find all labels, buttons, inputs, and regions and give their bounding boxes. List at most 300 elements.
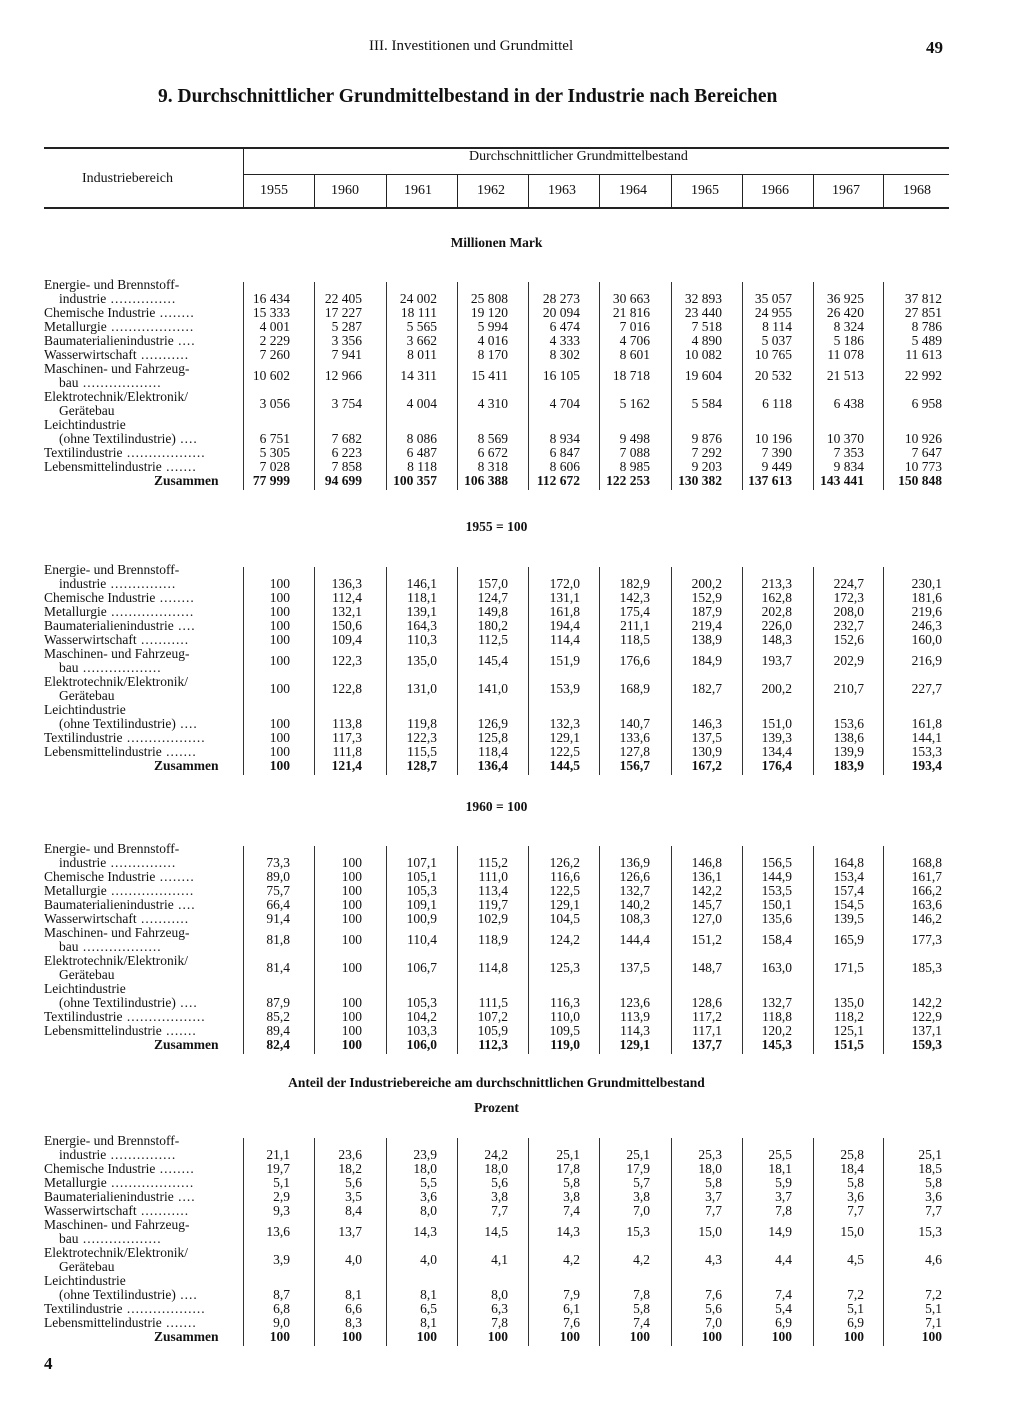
table-cell: 7 292 [691,445,722,460]
total-label [154,1330,219,1344]
table-cell: 146,8 [691,855,722,870]
row-label [59,717,198,731]
total-cell: 94 699 [324,473,362,488]
table-cell: 19 604 [684,368,722,383]
year-header-1965: 1965 [691,183,719,198]
table-cell: 104,5 [549,911,580,926]
year-divider [883,175,884,208]
row-label-text: Metallurgie [44,604,107,619]
table-cell: 9 876 [691,431,722,446]
table-cell: 5,6 [705,1301,722,1316]
table-cell: 8 318 [477,459,508,474]
row-label-text: Energie- und Brennstoff- [44,1133,180,1148]
table-cell: 102,9 [477,911,508,926]
leader-dots: ............... [106,855,177,870]
table-cell: 4 016 [477,333,508,348]
table-cell: 126,2 [549,855,580,870]
table-cell: 23,9 [413,1147,437,1162]
row-label [44,320,194,334]
row-label [59,376,162,390]
table-cell: 100 [341,932,362,947]
table-cell: 100,9 [406,911,437,926]
total-cell: 100 [771,1329,792,1344]
table-cell: 200,2 [761,681,792,696]
table-title: 9. Durchschnittlicher Grundmittelbestand in der Industrie nach Bereichen [158,86,778,107]
table-cell: 16 105 [542,368,580,383]
table-cell: 150,6 [331,618,362,633]
table-cell: 6,8 [273,1301,290,1316]
table-cell: 111,8 [332,744,362,759]
table-cell: 6 223 [331,445,362,460]
table-cell: 7,1 [925,1315,942,1330]
table-cell: 103,3 [406,1023,437,1038]
table-cell: 151,0 [761,716,792,731]
table-cell: 3 662 [406,333,437,348]
table-cell: 18,0 [698,1161,722,1176]
table-cell: 5 489 [911,333,942,348]
table-cell: 10 602 [252,368,290,383]
table-cell: 149,8 [477,604,508,619]
row-label-text: Elektrotechnik/Elektronik/ [44,953,188,968]
table-cell: 14,3 [556,1224,580,1239]
table-cell: 16 434 [252,291,290,306]
table-cell: 117,3 [332,730,362,745]
row-label-text: Textilindustrie [44,1009,123,1024]
table-cell: 5,8 [847,1175,864,1190]
table-cell: 3,8 [633,1189,650,1204]
table-cell: 131,1 [549,590,580,605]
row-label-text: Leichtindustrie [44,1273,126,1288]
total-cell: 183,9 [833,758,864,773]
table-cell: 25,1 [556,1147,580,1162]
row-label-text: Metallurgie [44,883,107,898]
table-cell: 230,1 [911,576,942,591]
table-cell: 128,6 [691,995,722,1010]
table-cell: 8 086 [406,431,437,446]
year-divider [386,175,387,208]
leader-dots: ............... [106,1147,177,1162]
table-cell: 112,5 [478,632,508,647]
table-cell: 7,2 [847,1287,864,1302]
table-cell: 161,7 [911,869,942,884]
total-cell: 82,4 [266,1037,290,1052]
table-cell: 10 773 [904,459,942,474]
row-label-text: Baumaterialienindustrie [44,897,174,912]
table-cell: 126,6 [619,869,650,884]
table-cell: 232,7 [833,618,864,633]
row-label [44,619,196,633]
table-cell: 6 474 [549,319,580,334]
table-cell: 110,3 [407,632,437,647]
table-cell: 146,3 [691,716,722,731]
table-cell: 100 [269,716,290,731]
leader-dots: .................. [78,660,162,675]
table-cell: 141,0 [477,681,508,696]
table-cell: 165,9 [833,932,864,947]
table-cell: 7 518 [691,319,722,334]
table-cell: 131,0 [406,681,437,696]
table-cell: 4,4 [775,1252,792,1267]
table-cell: 142,3 [619,590,650,605]
table-cell: 177,3 [911,932,942,947]
table-cell: 156,5 [761,855,792,870]
row-label-text: bau [59,939,79,954]
table-cell: 118,5 [620,632,650,647]
table-cell: 85,2 [266,1009,290,1024]
row-label [44,1274,126,1288]
row-label-text: Leichtindustrie [44,981,126,996]
table-cell: 8 985 [619,459,650,474]
table-cell: 157,4 [833,883,864,898]
table-cell: 7,4 [563,1203,580,1218]
table-cell: 139,3 [761,730,792,745]
table-cell: 122,8 [331,681,362,696]
year-divider [528,175,529,208]
table-cell: 125,1 [833,1023,864,1038]
table-cell: 144,4 [619,932,650,947]
table-cell: 138,6 [833,730,864,745]
row-label-text: Baumaterialienindustrie [44,618,174,633]
year-header-1966: 1966 [761,183,789,198]
table-cell: 161,8 [549,604,580,619]
table-cell: 148,7 [691,960,722,975]
table-cell: 4,6 [925,1252,942,1267]
row-label [59,940,162,954]
table-cell: 161,8 [911,716,942,731]
row-label [44,884,194,898]
table-cell: 14,3 [413,1224,437,1239]
table-cell: 30 663 [612,291,650,306]
total-cell: 137,7 [691,1037,722,1052]
total-cell: 144,5 [549,758,580,773]
table-cell: 19 120 [470,305,508,320]
table-cell: 124,7 [477,590,508,605]
row-label-text: Textilindustrie [44,730,123,745]
row-label [44,1162,195,1176]
row-label-text: Maschinen- und Fahrzeug- [44,361,190,376]
row-label [59,689,114,703]
table-cell: 182,7 [691,681,722,696]
row-label [59,856,176,870]
row-label [44,362,189,376]
table-cell: 162,8 [761,590,792,605]
table-cell: 146,2 [911,911,942,926]
table-cell: 8,0 [420,1203,437,1218]
row-label [44,605,194,619]
table-cell: 7,6 [563,1315,580,1330]
table-cell: 17,9 [626,1161,650,1176]
row-label-text: Metallurgie [44,319,107,334]
table-cell: 8,4 [345,1203,362,1218]
row-label [44,1204,189,1218]
table-cell: 3,8 [491,1189,508,1204]
table-cell: 7 028 [259,459,290,474]
table-cell: 142,2 [911,995,942,1010]
table-cell: 11 613 [905,347,942,362]
table-cell: 5,8 [563,1175,580,1190]
row-label [44,278,179,292]
row-label-text: (ohne Textilindustrie) [59,1287,176,1302]
table-cell: 146,1 [406,576,437,591]
table-cell: 7 858 [331,459,362,474]
table-cell: 118,4 [478,744,508,759]
table-cell: 129,1 [549,730,580,745]
table-cell: 145,7 [691,897,722,912]
table-cell: 3,6 [420,1189,437,1204]
row-label [44,675,188,689]
table-cell: 168,9 [619,681,650,696]
table-cell: 3,9 [273,1252,290,1267]
table-cell: 100 [341,883,362,898]
table-cell: 224,7 [833,576,864,591]
table-cell: 208,0 [833,604,864,619]
table-cell: 168,8 [911,855,942,870]
row-label [44,1134,179,1148]
table-cell: 145,4 [477,653,508,668]
table-cell: 8 170 [477,347,508,362]
table-cell: 8 601 [619,347,650,362]
table-cell: 132,1 [331,604,362,619]
table-cell: 8,7 [273,1287,290,1302]
table-cell: 7 647 [911,445,942,460]
table-cell: 109,1 [406,897,437,912]
table-cell: 7 390 [761,445,792,460]
total-cell: 137 613 [748,473,792,488]
row-label [44,591,195,605]
year-header-1967: 1967 [832,183,860,198]
table-cell: 8 606 [549,459,580,474]
row-label [44,1190,196,1204]
section-title: 1960 = 100 [465,799,528,814]
row-label-text: Zusammen [154,473,219,488]
table-cell: 100 [269,576,290,591]
table-cell: 180,2 [477,618,508,633]
leader-dots: .................. [122,1301,206,1316]
table-cell: 11 078 [827,347,864,362]
table-cell: 5,6 [491,1175,508,1190]
table-cell: 18,2 [338,1161,362,1176]
leader-dots: .... [173,897,196,912]
table-cell: 10 765 [754,347,792,362]
table-cell: 135,0 [833,995,864,1010]
total-cell: 100 [843,1329,864,1344]
table-cell: 7,0 [705,1315,722,1330]
table-cell: 21 816 [612,305,650,320]
table-cell: 6 958 [911,396,942,411]
table-cell: 126,9 [477,716,508,731]
total-cell: 100 [921,1329,942,1344]
table-cell: 9 498 [619,431,650,446]
leader-dots: ........... [136,1203,190,1218]
table-cell: 4,5 [847,1252,864,1267]
table-cell: 115,5 [407,744,437,759]
leader-dots: ........ [155,869,195,884]
table-cell: 7,2 [925,1287,942,1302]
table-cell: 26 420 [826,305,864,320]
table-cell: 7 088 [619,445,650,460]
table-cell: 3,7 [775,1189,792,1204]
row-label [44,870,195,884]
table-cell: 17,8 [556,1161,580,1176]
table-cell: 106,7 [406,960,437,975]
table-cell: 8,1 [345,1287,362,1302]
row-label [44,1010,206,1024]
year-header-1964: 1964 [619,183,647,198]
table-cell: 104,2 [406,1009,437,1024]
table-cell: 118,9 [478,932,508,947]
table-cell: 3 056 [259,396,290,411]
table-cell: 123,6 [619,995,650,1010]
row-label [44,745,197,759]
table-cell: 100 [269,744,290,759]
leader-dots: .... [175,431,198,446]
row-label-text: Leichtindustrie [44,702,126,717]
leader-dots: ............... [106,576,177,591]
table-cell: 5 584 [691,396,722,411]
table-cell: 24 955 [754,305,792,320]
table-cell: 109,4 [331,632,362,647]
table-cell: 5 037 [761,333,792,348]
row-label-text: Textilindustrie [44,1301,123,1316]
table-cell: 136,9 [619,855,650,870]
table-cell: 5,1 [273,1175,290,1190]
table-cell: 14 311 [400,368,437,383]
total-cell: 100 [629,1329,650,1344]
total-cell: 128,7 [406,758,437,773]
row-label-text: industrie [59,576,107,591]
table-cell: 5,4 [775,1301,792,1316]
table-cell: 153,6 [833,716,864,731]
row-label-text: Gerätebau [59,688,115,703]
table-cell: 9,3 [273,1203,290,1218]
total-cell: 100 357 [393,473,437,488]
table-cell: 5 305 [259,445,290,460]
table-cell: 7,4 [633,1315,650,1330]
table-cell: 137,5 [619,960,650,975]
table-cell: 25 808 [470,291,508,306]
table-cell: 15 333 [252,305,290,320]
table-cell: 25,3 [698,1147,722,1162]
table-cell: 107,1 [406,855,437,870]
leader-dots: ........... [136,632,190,647]
table-cell: 4 333 [549,333,580,348]
leader-dots: .................. [78,375,162,390]
row-label [44,348,189,362]
row-label [59,1148,176,1162]
row-label [44,982,126,996]
total-cell: 100 [487,1329,508,1344]
year-divider [457,175,458,208]
section-block [44,1134,949,1346]
row-label-text: Energie- und Brennstoff- [44,841,180,856]
leader-dots: .... [175,716,198,731]
total-cell: 100 [416,1329,437,1344]
leader-dots: ....... [161,744,197,759]
table-cell: 7 016 [619,319,650,334]
table-cell: 66,4 [266,897,290,912]
leader-dots: .................. [78,1231,162,1246]
total-cell: 100 [701,1329,722,1344]
table-cell: 157,0 [477,576,508,591]
year-divider [599,175,600,208]
table-cell: 6,1 [563,1301,580,1316]
table-cell: 226,0 [761,618,792,633]
table-cell: 122,9 [911,1009,942,1024]
footer-mark: 4 [44,1354,53,1373]
table-cell: 193,7 [761,653,792,668]
table-cell: 4 706 [619,333,650,348]
total-cell: 119,0 [550,1037,580,1052]
table-cell: 172,0 [549,576,580,591]
table-cell: 110,0 [550,1009,580,1024]
table-cell: 100 [269,618,290,633]
table-cell: 4 004 [406,396,437,411]
leader-dots: ................... [106,319,195,334]
table-cell: 136,3 [331,576,362,591]
table-cell: 100 [341,960,362,975]
table-cell: 151,2 [691,932,722,947]
table-cell: 135,6 [761,911,792,926]
total-label [154,759,219,773]
year-header-1968: 1968 [903,183,931,198]
table-cell: 75,7 [266,883,290,898]
table-cell: 18,1 [768,1161,792,1176]
table-cell: 133,6 [619,730,650,745]
row-label-text: Energie- und Brennstoff- [44,562,180,577]
total-cell: 130 382 [678,473,722,488]
table-cell: 152,9 [691,590,722,605]
table-cell: 23 440 [684,305,722,320]
table-cell: 7,6 [705,1287,722,1302]
row-label [44,418,126,432]
group-rule [243,174,949,175]
table-cell: 140,2 [619,897,650,912]
year-divider [742,175,743,208]
table-cell: 6 672 [477,445,508,460]
table-cell: 187,9 [691,604,722,619]
row-label-text: Energie- und Brennstoff- [44,277,180,292]
table-cell: 160,0 [911,632,942,647]
table-cell: 7 353 [833,445,864,460]
table-cell: 4 001 [259,319,290,334]
table-cell: 5,1 [847,1301,864,1316]
leader-dots: ........... [136,911,190,926]
table-cell: 118,8 [762,1009,792,1024]
section-title: Anteil der Industriebereiche am durchschnittlichen Grundmittelbestand [288,1075,705,1090]
table-cell: 5,8 [925,1175,942,1190]
total-cell: 106,0 [406,1037,437,1052]
row-label [44,306,195,320]
row-label [44,1246,188,1260]
table-cell: 144,1 [911,730,942,745]
table-cell: 6 847 [549,445,580,460]
table-cell: 119,8 [407,716,437,731]
leader-dots: .... [175,1287,198,1302]
table-cell: 202,8 [761,604,792,619]
row-label [59,661,162,675]
table-cell: 140,7 [619,716,650,731]
table-cell: 8 569 [477,431,508,446]
table-cell: 113,8 [332,716,362,731]
table-cell: 9 834 [833,459,864,474]
table-cell: 175,4 [619,604,650,619]
row-label-text: Wasserwirtschaft [44,911,137,926]
table-cell: 8 011 [407,347,437,362]
table-cell: 17 227 [324,305,362,320]
row-label [59,1232,162,1246]
table-cell: 122,3 [331,653,362,668]
table-cell: 25,1 [626,1147,650,1162]
